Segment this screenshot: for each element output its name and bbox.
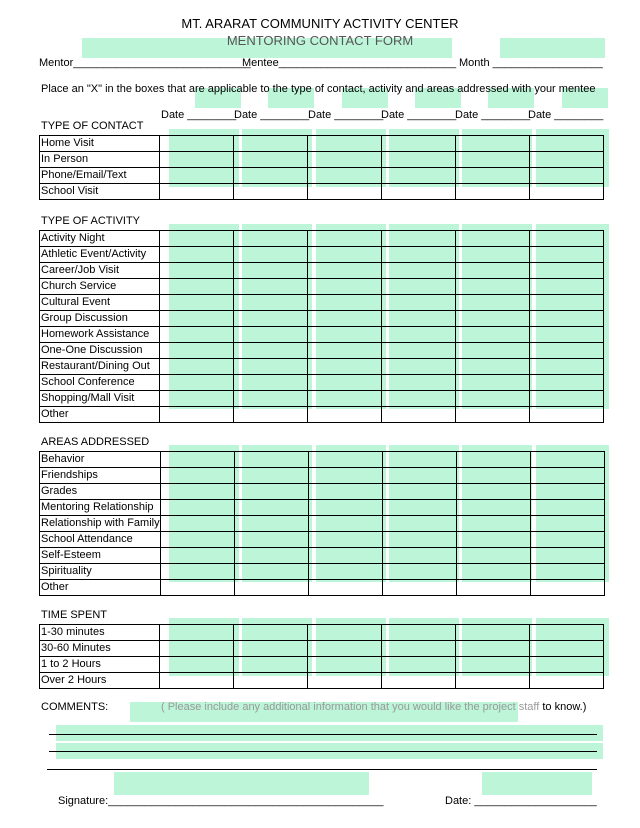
check-cell[interactable] (456, 136, 530, 152)
check-cell[interactable] (530, 500, 604, 516)
signature-date-label: Date: ____________________ (445, 795, 597, 807)
check-cell[interactable] (160, 279, 234, 295)
table-row (40, 184, 604, 200)
row-label: Phone/Email/Text (40, 168, 160, 184)
row-label: 1 to 2 Hours (40, 657, 160, 673)
row-label: 1-30 minutes (40, 625, 160, 641)
check-cell[interactable] (160, 375, 234, 391)
check-cell[interactable] (382, 279, 456, 295)
check-cell[interactable] (234, 564, 308, 580)
check-cell[interactable] (530, 532, 604, 548)
section-title: TIME SPENT (41, 609, 108, 621)
check-cell[interactable] (160, 484, 234, 500)
check-cell[interactable] (456, 231, 530, 247)
check-cell[interactable] (234, 532, 308, 548)
signature-label: Signature:_____________________________________________ (58, 795, 384, 807)
row-label: Behavior (40, 452, 161, 468)
check-cell[interactable] (308, 407, 382, 423)
signature-field[interactable] (114, 772, 369, 795)
row-label: School Conference (40, 375, 160, 391)
table-row (40, 391, 604, 407)
row-label: Spirituality (40, 564, 161, 580)
row-label: Home Visit (40, 136, 160, 152)
row-label: Church Service (40, 279, 160, 295)
check-cell[interactable] (382, 327, 456, 343)
section-table (39, 230, 604, 423)
row-label: One-One Discussion (40, 343, 160, 359)
check-cell[interactable] (160, 247, 234, 263)
check-cell[interactable] (530, 295, 604, 311)
check-cell[interactable] (160, 327, 234, 343)
check-cell[interactable] (530, 327, 604, 343)
check-cell[interactable] (530, 279, 604, 295)
check-cell[interactable] (456, 279, 530, 295)
row-label: Shopping/Mall Visit (40, 391, 160, 407)
check-cell[interactable] (456, 484, 530, 500)
row-label: School Attendance (40, 532, 161, 548)
date-header-2: Date ________ (234, 109, 310, 121)
form-title: MT. ARARAT COMMUNITY ACTIVITY CENTER (181, 16, 459, 31)
check-cell[interactable] (530, 247, 604, 263)
check-cell[interactable] (456, 500, 530, 516)
check-cell[interactable] (234, 231, 308, 247)
section-table (39, 624, 604, 689)
check-cell[interactable] (308, 279, 382, 295)
date-header-5: Date ________ (455, 109, 531, 121)
check-cell[interactable] (308, 263, 382, 279)
row-label: Restaurant/Dining Out (40, 359, 160, 375)
check-cell[interactable] (530, 407, 604, 423)
table-row (40, 468, 605, 484)
check-cell[interactable] (530, 641, 604, 657)
table-row (40, 263, 604, 279)
check-cell[interactable] (456, 263, 530, 279)
check-cell[interactable] (530, 184, 604, 200)
comment-line-field-1[interactable] (56, 725, 603, 741)
check-cell[interactable] (456, 657, 530, 673)
check-cell[interactable] (234, 279, 308, 295)
check-cell[interactable] (160, 564, 234, 580)
check-cell[interactable] (160, 295, 234, 311)
table-row (40, 359, 604, 375)
check-cell[interactable] (456, 468, 530, 484)
check-cell[interactable] (308, 580, 382, 596)
check-cell[interactable] (308, 168, 382, 184)
check-cell[interactable] (160, 168, 234, 184)
table-row (40, 311, 604, 327)
check-cell[interactable] (382, 295, 456, 311)
check-cell[interactable] (382, 484, 456, 500)
check-cell[interactable] (234, 657, 308, 673)
check-cell[interactable] (234, 641, 308, 657)
check-cell[interactable] (382, 468, 456, 484)
check-cell[interactable] (234, 343, 308, 359)
check-cell[interactable] (234, 580, 308, 596)
check-cell[interactable] (160, 657, 234, 673)
check-cell[interactable] (530, 564, 604, 580)
row-label: Over 2 Hours (40, 673, 160, 689)
check-cell[interactable] (234, 168, 308, 184)
check-cell[interactable] (456, 580, 530, 596)
table-row (40, 532, 605, 548)
month-field[interactable] (500, 38, 605, 58)
check-cell[interactable] (160, 468, 234, 484)
check-cell[interactable] (382, 625, 456, 641)
check-cell[interactable] (234, 673, 308, 689)
check-cell[interactable] (160, 452, 234, 468)
row-label: Homework Assistance (40, 327, 160, 343)
table-row (40, 641, 604, 657)
check-cell[interactable] (530, 263, 604, 279)
check-cell[interactable] (382, 391, 456, 407)
row-label: Other (40, 407, 160, 423)
check-cell[interactable] (382, 407, 456, 423)
check-cell[interactable] (160, 407, 234, 423)
row-label: 30-60 Minutes (40, 641, 160, 657)
signature-date-field[interactable] (482, 772, 592, 795)
check-cell[interactable] (308, 359, 382, 375)
row-label: Self-Esteem (40, 548, 161, 564)
table-row (40, 580, 605, 596)
check-cell[interactable] (382, 452, 456, 468)
check-cell[interactable] (456, 168, 530, 184)
check-cell[interactable] (382, 247, 456, 263)
table-row (40, 625, 604, 641)
table-row (40, 484, 605, 500)
check-cell[interactable] (308, 136, 382, 152)
check-cell[interactable] (530, 343, 604, 359)
section-table (39, 135, 604, 200)
check-cell[interactable] (308, 673, 382, 689)
check-cell[interactable] (234, 500, 308, 516)
check-cell[interactable] (308, 152, 382, 168)
check-cell[interactable] (530, 548, 604, 564)
check-cell[interactable] (234, 359, 308, 375)
check-cell[interactable] (456, 532, 530, 548)
check-cell[interactable] (160, 311, 234, 327)
check-cell[interactable] (234, 263, 308, 279)
check-cell[interactable] (160, 548, 234, 564)
check-cell[interactable] (160, 673, 234, 689)
check-cell[interactable] (160, 231, 234, 247)
section-title: TYPE OF CONTACT (41, 120, 144, 132)
check-cell[interactable] (234, 452, 308, 468)
check-cell[interactable] (234, 327, 308, 343)
check-cell[interactable] (308, 548, 382, 564)
row-label: Relationship with Family (40, 516, 161, 532)
check-cell[interactable] (308, 484, 382, 500)
check-cell[interactable] (382, 500, 456, 516)
table-row (40, 295, 604, 311)
row-label: Athletic Event/Activity (40, 247, 160, 263)
check-cell[interactable] (308, 231, 382, 247)
check-cell[interactable] (234, 391, 308, 407)
table-row (40, 452, 605, 468)
table-row (40, 500, 605, 516)
check-cell[interactable] (456, 391, 530, 407)
check-cell[interactable] (530, 311, 604, 327)
row-label: Mentoring Relationship (40, 500, 161, 516)
mentor-label: Mentor_____________________________ (39, 57, 251, 69)
check-cell[interactable] (382, 152, 456, 168)
check-cell[interactable] (382, 564, 456, 580)
check-cell[interactable] (456, 548, 530, 564)
check-cell[interactable] (234, 468, 308, 484)
table-row (40, 375, 604, 391)
table-row (40, 231, 604, 247)
check-cell[interactable] (456, 311, 530, 327)
check-cell[interactable] (456, 516, 530, 532)
check-cell[interactable] (530, 468, 604, 484)
check-cell[interactable] (382, 184, 456, 200)
check-cell[interactable] (160, 152, 234, 168)
table-row (40, 279, 604, 295)
check-cell[interactable] (456, 407, 530, 423)
table-row (40, 407, 604, 423)
check-cell[interactable] (456, 152, 530, 168)
section-table (39, 451, 605, 596)
check-cell[interactable] (382, 580, 456, 596)
check-cell[interactable] (308, 247, 382, 263)
comments-hint: ( Please include any additional information that you would like the project staff (161, 701, 540, 713)
check-cell[interactable] (160, 500, 234, 516)
row-label: Friendships (40, 468, 161, 484)
table-row (40, 136, 604, 152)
check-cell[interactable] (456, 359, 530, 375)
check-cell[interactable] (456, 295, 530, 311)
row-label: Grades (40, 484, 161, 500)
instructions: Place an "X" in the boxes that are applicable to the type of contact, activity and areas addressed with your mentee (41, 83, 596, 95)
check-cell[interactable] (160, 580, 234, 596)
table-row (40, 564, 605, 580)
check-cell[interactable] (530, 452, 604, 468)
check-cell[interactable] (160, 516, 234, 532)
section-title: AREAS ADDRESSED (41, 436, 150, 448)
check-cell[interactable] (456, 641, 530, 657)
check-cell[interactable] (308, 641, 382, 657)
check-cell[interactable] (160, 263, 234, 279)
check-cell[interactable] (234, 152, 308, 168)
check-cell[interactable] (308, 468, 382, 484)
mentee-label: Mentee_____________________________ (242, 57, 457, 69)
check-cell[interactable] (234, 625, 308, 641)
check-cell[interactable] (382, 168, 456, 184)
check-cell[interactable] (308, 327, 382, 343)
check-cell[interactable] (234, 375, 308, 391)
check-cell[interactable] (160, 532, 234, 548)
month-label: Month __________________ (459, 57, 603, 69)
check-cell[interactable] (530, 231, 604, 247)
check-cell[interactable] (234, 516, 308, 532)
table-row (40, 327, 604, 343)
check-cell[interactable] (530, 673, 604, 689)
check-cell[interactable] (234, 548, 308, 564)
check-cell[interactable] (456, 327, 530, 343)
check-cell[interactable] (160, 625, 234, 641)
comments-label: COMMENTS: (41, 701, 109, 713)
check-cell[interactable] (160, 184, 234, 200)
check-cell[interactable] (234, 295, 308, 311)
check-cell[interactable] (234, 247, 308, 263)
row-label: Activity Night (40, 231, 160, 247)
check-cell[interactable] (234, 407, 308, 423)
check-cell[interactable] (530, 484, 604, 500)
check-cell[interactable] (456, 564, 530, 580)
check-cell[interactable] (382, 532, 456, 548)
table-row (40, 657, 604, 673)
check-cell[interactable] (456, 452, 530, 468)
check-cell[interactable] (530, 657, 604, 673)
check-cell[interactable] (456, 625, 530, 641)
check-cell[interactable] (382, 657, 456, 673)
check-cell[interactable] (382, 231, 456, 247)
check-cell[interactable] (160, 343, 234, 359)
check-cell[interactable] (456, 673, 530, 689)
check-cell[interactable] (308, 516, 382, 532)
check-cell[interactable] (234, 311, 308, 327)
table-row (40, 168, 604, 184)
check-cell[interactable] (382, 673, 456, 689)
check-cell[interactable] (308, 500, 382, 516)
check-cell[interactable] (308, 311, 382, 327)
check-cell[interactable] (234, 136, 308, 152)
check-cell[interactable] (308, 391, 382, 407)
check-cell[interactable] (530, 516, 604, 532)
table-row (40, 247, 604, 263)
check-cell[interactable] (308, 625, 382, 641)
check-cell[interactable] (308, 184, 382, 200)
check-cell[interactable] (382, 343, 456, 359)
comment-line-1 (49, 734, 597, 735)
check-cell[interactable] (308, 375, 382, 391)
check-cell[interactable] (308, 657, 382, 673)
check-cell[interactable] (382, 375, 456, 391)
check-cell[interactable] (382, 359, 456, 375)
comment-line-2 (49, 751, 597, 752)
check-cell[interactable] (530, 136, 604, 152)
table-row (40, 152, 604, 168)
check-cell[interactable] (530, 625, 604, 641)
check-cell[interactable] (160, 391, 234, 407)
check-cell[interactable] (308, 452, 382, 468)
date-header-6: Date ________ (528, 109, 604, 121)
table-row (40, 516, 605, 532)
check-cell[interactable] (530, 359, 604, 375)
check-cell[interactable] (308, 532, 382, 548)
check-cell[interactable] (234, 484, 308, 500)
check-cell[interactable] (382, 641, 456, 657)
row-label: Career/Job Visit (40, 263, 160, 279)
table-row (40, 343, 604, 359)
check-cell[interactable] (382, 263, 456, 279)
check-cell[interactable] (160, 641, 234, 657)
check-cell[interactable] (308, 564, 382, 580)
row-label: School Visit (40, 184, 160, 200)
check-cell[interactable] (456, 247, 530, 263)
check-cell[interactable] (308, 343, 382, 359)
check-cell[interactable] (456, 375, 530, 391)
comment-line-3 (47, 769, 597, 770)
check-cell[interactable] (160, 359, 234, 375)
check-cell[interactable] (456, 184, 530, 200)
check-cell[interactable] (530, 168, 604, 184)
check-cell[interactable] (234, 184, 308, 200)
table-row (40, 548, 605, 564)
date-header-1: Date ________ (161, 109, 237, 121)
check-cell[interactable] (382, 136, 456, 152)
table-row (40, 673, 604, 689)
check-cell[interactable] (530, 152, 604, 168)
row-label: In Person (40, 152, 160, 168)
check-cell[interactable] (530, 391, 604, 407)
section-title: TYPE OF ACTIVITY (41, 215, 141, 227)
row-label: Group Discussion (40, 311, 160, 327)
check-cell[interactable] (530, 375, 604, 391)
check-cell[interactable] (308, 295, 382, 311)
check-cell[interactable] (382, 516, 456, 532)
form-subtitle: MENTORING CONTACT FORM (226, 33, 414, 48)
date-header-3: Date ________ (308, 109, 384, 121)
check-cell[interactable] (160, 136, 234, 152)
check-cell[interactable] (530, 580, 604, 596)
row-label: Other (40, 580, 161, 596)
date-header-4: Date ________ (381, 109, 457, 121)
check-cell[interactable] (382, 548, 456, 564)
comments-hint-end: to know.) (539, 701, 587, 713)
check-cell[interactable] (456, 343, 530, 359)
check-cell[interactable] (382, 311, 456, 327)
row-label: Cultural Event (40, 295, 160, 311)
